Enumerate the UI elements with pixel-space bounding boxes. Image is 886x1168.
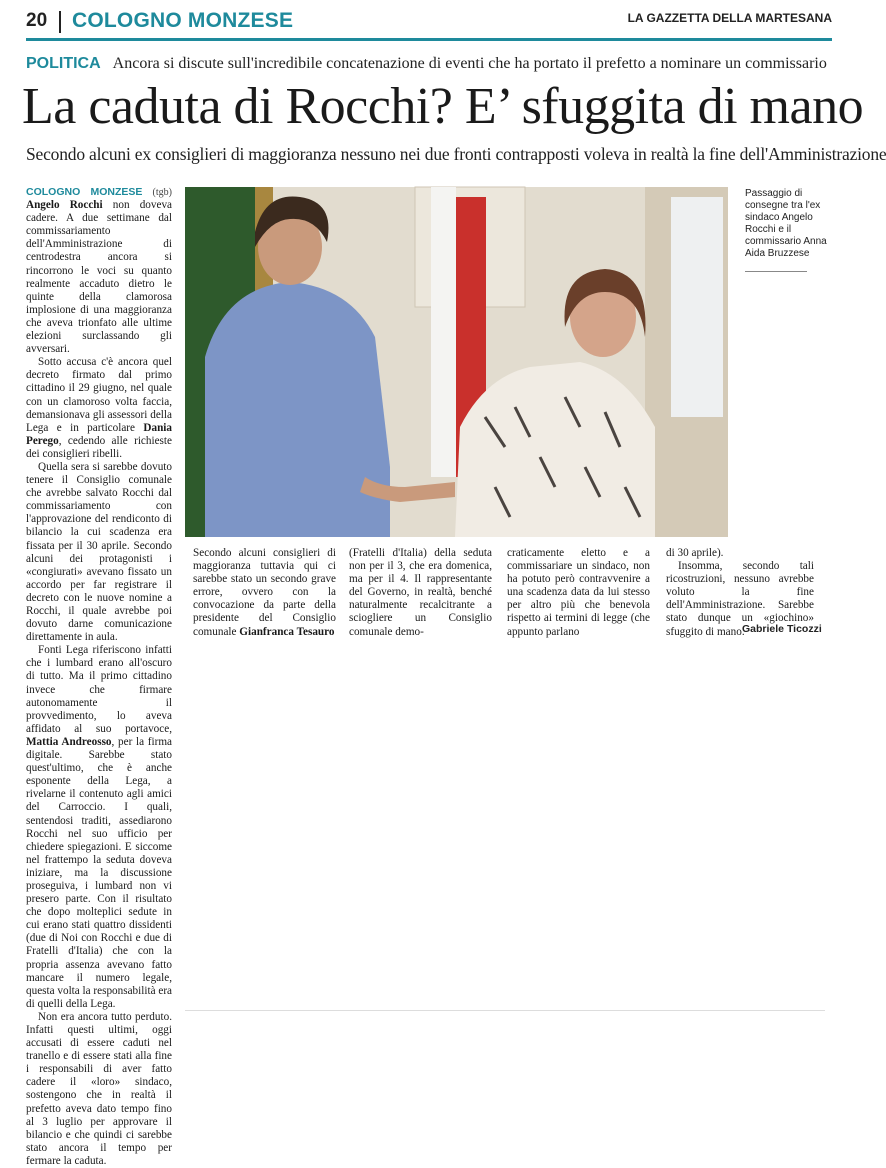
subheadline: Secondo alcuni ex consiglieri di maggioranza nessuno nei due fronti contrapposti voleva in realtà la fine dell'Amministrazione <box>26 144 886 164</box>
paragraph: Insomma, secondo tali ricostruzioni, nessuno avrebbe voluto la fine dell'Amministrazione. Sarebbe stato dunque un «giochino» sfuggito di mano. <box>666 560 814 638</box>
paragraph-1 <box>26 186 172 356</box>
article-photo <box>185 187 728 537</box>
paragraph: craticamente eletto e a commissariare un sindaco, non ha potuto però contravvenire a una scadenza data da lui stesso per altro più che benevola rispetto ai termini di legge (che appunto parlano <box>507 547 650 638</box>
paragraph-text: Fonti Lega riferiscono infatti che i lumbard erano all'oscuro di tutto. Ma il primo cittadino invece che firmare autonomamente il provvedimento, lo aveva affidato al suo portavoce, <box>26 644 172 735</box>
kicker-label: POLITICA <box>26 55 101 72</box>
paragraph-text: Sotto accusa c'è ancora quel decreto firmato dal primo cittadino il 29 giugno, nel quale con un clamoroso volta faccia, demansionava gli assessori della Lega e in particolare <box>26 356 172 434</box>
paragraph <box>193 547 336 639</box>
author-byline: Gabriele Ticozzi <box>742 623 822 635</box>
headline: La caduta di Rocchi? E’ sfuggita di mano <box>22 78 864 135</box>
person-name: Dania Perego <box>26 421 173 447</box>
paragraph: (Fratelli d'Italia) della seduta non per il 3, che era domenica, ma per il 4. Il rappresentante del Governo, in realtà, benché naturalmente recalcitrante a sciogliere un Consiglio comunale demo- <box>349 547 492 638</box>
paragraph-text: , per la firma digitale. Sarebbe stato quest'ultimo, che è anche esponente della Lega, a rivelarne il contenuto agli amici del Carroccio. I quali, sentendosi traditi, assediarono Rocchi nel suo ufficio per chiedere spiegazioni. E siccome nel frattempo la seduta doveva iniziare, ma la discussione proseguiva, i lumbard non vi presero parte. Con il risultato che dopo molteplici sedute in cui erano stati quattro dissidenti (due di Noi con Rocchi e due di Fratelli d'Italia) che con la propria assenza avevano fatto mancare il numero legale, questa volta la responsabilità era di quelli della Lega. <box>26 735 173 1010</box>
paragraph-text: Secondo alcuni consiglieri di maggioranza tuttavia qui ci sarebbe stato un secondo grave errore, ovvero con la convocazione da parte della presidente del Consiglio comunale <box>193 547 336 638</box>
paragraph-2 <box>26 356 172 461</box>
paragraph-text: , cedendo alle richieste dei consiglieri ribelli. <box>26 434 172 460</box>
paragraph-4 <box>26 644 172 1011</box>
page-header <box>0 0 832 40</box>
photo-illustration <box>185 187 728 537</box>
paragraph-5: Non era ancora tutto perduto. Infatti questi ultimi, oggi accusati di essere caduti nel tranello e di essere stati alla fine i responsabili di aver fatto cadere il «loro» sindaco, sostengono che in realtà il prefetto aveva dato tempo fino al 3 luglio per approvare il bilancio e che quindi ci sarebbe stato ancora il tempo per fermare la caduta. <box>26 1010 172 1167</box>
photo-caption: Passaggio di consegne tra l'ex sindaco Angelo Rocchi e il commissario Anna Aida Bruzzese <box>745 188 827 259</box>
author-tag: (tgb) <box>152 187 172 198</box>
person-name: Angelo Rocchi <box>26 199 103 212</box>
person-name: Gianfranca Tesauro <box>239 625 335 638</box>
person-name: Mattia Andreosso <box>26 735 112 748</box>
kicker-text: Ancora si discute sull'incredibile concatenazione di eventi che ha portato il prefetto a nominare un commissario <box>112 55 827 72</box>
article-column-4 <box>507 547 650 639</box>
paragraph-3: Quella sera si sarebbe dovuto tenere il Consiglio comunale che avrebbe salvato Rocchi dal commissariamento con l'approvazione del rendiconto di bilancio la cui scadenza era fissata per il 30 aprile. Secondo alcuni dei protagonisti i «congiurati» avevano fissato un accordo per far registrare il decreto con le nuove nomine a Rocchi, il quale avrebbe poi dovuto darne comunicazione direttamente in aula. <box>26 460 172 644</box>
page-number: 20 <box>26 10 48 31</box>
header-divider <box>59 11 61 33</box>
section-title: COLOGNO MONZESE <box>72 9 294 32</box>
article-column-2 <box>193 547 336 639</box>
article-column-3 <box>349 547 492 639</box>
dateline: COLOGNO MONZESE <box>26 186 143 198</box>
kicker-row <box>26 55 826 77</box>
header-rule <box>26 38 832 41</box>
article-column-1 <box>26 186 172 1168</box>
paragraph-text: non doveva cadere. A due settimane dal commissariamento dell'Amministrazione di centrodestra ancora si rincorrono le voci su quanto realmente accaduto dietro le quinte della clamorosa implosione di una maggioranza che aveva trionfato alle ultime elezioni surclassando gli avversari. <box>26 199 173 356</box>
paragraph: di 30 aprile). <box>666 547 724 559</box>
masthead: LA GAZZETTA DELLA MARTESANA <box>627 11 832 25</box>
caption-rule <box>745 271 807 272</box>
bottom-rule <box>185 1010 825 1011</box>
